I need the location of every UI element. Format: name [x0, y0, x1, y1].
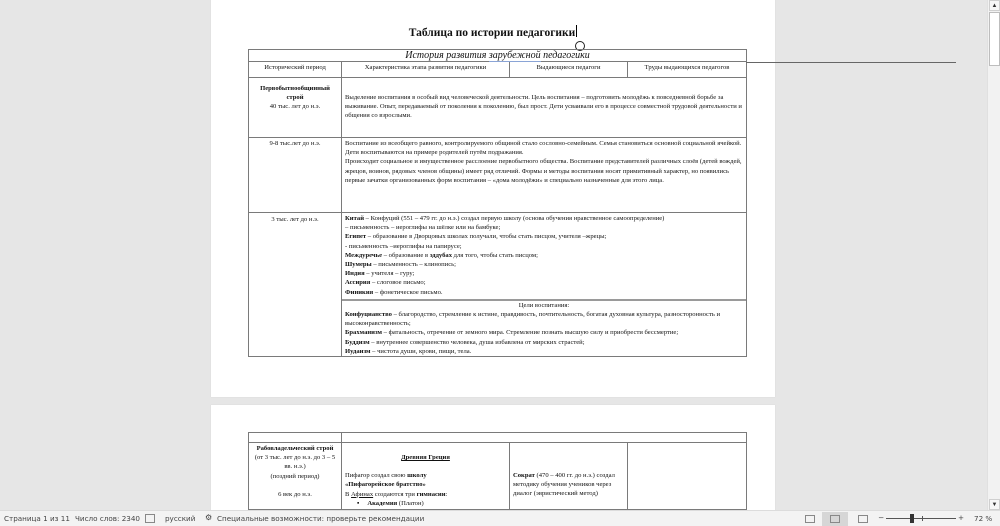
list-item: ▪ Академия (Платон) — [345, 499, 506, 508]
page-1 — [211, 0, 775, 397]
read-mode-button[interactable] — [797, 512, 823, 526]
zoom-slider-thumb[interactable] — [910, 514, 914, 523]
civ-line: Египет – образование в Дворцовых школах получали, чтобы стать писцом, учителя –жрецы; — [345, 233, 607, 241]
goals-section — [342, 299, 746, 356]
educators-cell: Сократ (470 – 400 гг. до н.э.) создал методику обучения учеников через диалог (эвристический метод) — [510, 443, 628, 510]
scroll-up-button[interactable]: ▲ — [989, 0, 1000, 11]
zoom-out-button[interactable]: − — [878, 513, 885, 522]
period-cell — [249, 78, 342, 138]
civ-line: Ассирия – слоговое письмо; — [345, 279, 426, 287]
goal-line: Иудаизм – чистота души, крови, пищи, тела. — [345, 347, 472, 355]
period-date: 40 тыс. лет до н.э. — [269, 103, 321, 111]
language-indicator[interactable]: русский — [165, 514, 196, 523]
zoom-in-button[interactable]: + — [958, 513, 965, 522]
history-table-continued[interactable] — [248, 432, 747, 510]
period-date: 9-8 тыс.лет до н.э. — [269, 140, 321, 147]
civ-line: Шумеры – письменность – клинопись; — [345, 261, 456, 269]
region-heading: Древняя Греция — [401, 454, 450, 461]
characteristic-cell — [342, 213, 747, 357]
zoom-slider-midpoint — [922, 516, 923, 521]
header-educators: Выдающиеся педагоги — [510, 62, 628, 78]
proofing-icon[interactable] — [145, 514, 155, 523]
text-cursor — [576, 25, 577, 37]
paragraph: Воспитание из всеобщего равного, контролируемого общиной стало сословно-семейным. Семья становиться основной социальной ячейкой. Дети воспитываются на примере родителей путём подражания. — [345, 140, 742, 157]
table-banner: История развития зарубежной педагогики — [249, 50, 747, 62]
goal-line: Брахманизм – фатальность, отречение от земного мира. Стремление познать высшую силу и приобрести бессмертие; — [345, 329, 679, 337]
header-row — [249, 62, 747, 78]
goals-title: Цели воспитания: — [518, 301, 570, 309]
civ-line: – письменность – иероглифы на шёлке или на бамбуке; — [345, 224, 501, 232]
paragraph: Происходит социальное и имущественное расслоение первобытного общества. Воспитание представителей различных слоёв (детей вождей, жрецов, воинов, рядовых членов общины) имеет ряд отличий. Формы и методы воспитания носят примитивный характер, но появились первые зачатки организованных форм воспитания – «дома молодёжи» и специально назначенные для этого лица. — [345, 158, 742, 184]
web-layout-icon — [858, 515, 868, 523]
zoom-level[interactable]: 72 % — [974, 514, 993, 523]
civ-line: Междуречье – образование в эддубах для того, чтобы стать писцом; — [345, 251, 538, 259]
goal-line: Буддизм – внутреннее совершенство человека, душа избавлена от мирских страстей; — [345, 338, 585, 346]
page-count[interactable]: Страница 1 из 11 — [4, 514, 70, 523]
civ-line: Китай – Конфуций (551 – 479 гг. до н.э.) создал первую школу (основа обучения нравственное самоопределение) — [345, 215, 665, 222]
civ-line: Индия – учителя – гуру; — [345, 270, 415, 278]
print-layout-button[interactable] — [822, 512, 848, 526]
accessibility-icon: ⚙ — [205, 513, 213, 522]
vertical-scrollbar[interactable] — [987, 0, 1000, 510]
works-cell — [628, 443, 747, 510]
period-date: 3 тыс. лет до н.э. — [271, 216, 319, 223]
read-mode-icon — [805, 515, 815, 523]
period-cell: Рабовладельческий строй (от 3 тыс. лет до н.э. до 3 – 5 вв. н.э.) (поздний период) 6 век до н.э. — [249, 443, 342, 510]
table-row — [249, 213, 747, 357]
history-table[interactable] — [248, 49, 747, 357]
document-title[interactable]: Таблица по истории педагогики — [408, 27, 576, 39]
table-row — [249, 78, 747, 138]
characteristic-cell: Древняя Греция Пифагор создал свою школу «Пифагорейское братство» В Афинах создаются три гимнасии: ▪ Академия (Платон) — [342, 443, 510, 510]
header-period: Исторический период — [249, 62, 342, 78]
word-count[interactable]: Число слов: 2340 — [75, 514, 141, 523]
period-cell — [249, 138, 342, 213]
scroll-thumb[interactable] — [989, 12, 1000, 66]
print-layout-icon — [830, 515, 840, 523]
status-bar — [0, 510, 1000, 526]
characteristic-cell: Выделение воспитания в особый вид человеческой деятельности. Цель воспитания – подготовить молодёжь к повседневной борьбе за выживание. Опыт, передаваемый от поколения к поколению, был прост. Дети усваивали его в процессе совместной трудовой деятельности и общения со взрослыми. — [342, 78, 747, 138]
scroll-down-button[interactable]: ▼ — [989, 499, 1000, 510]
page-2 — [211, 405, 775, 510]
web-layout-button[interactable] — [850, 512, 876, 526]
goal-line: Конфуцианство – благородство, стремление к истине, правдивость, почтительность, богатая духовная культура, разносторонность и высоконравственность; — [345, 311, 721, 328]
accessibility-status[interactable]: Специальные возможности: проверьте рекомендации — [217, 514, 425, 523]
period-cell — [249, 213, 342, 357]
characteristic-cell — [342, 138, 747, 213]
header-characteristic: Характеристика этапа развития педагогики — [342, 62, 510, 78]
zoom-slider[interactable] — [886, 518, 956, 519]
table-row — [249, 443, 747, 510]
header-works: Труды выдающихся педагогов — [628, 62, 747, 78]
civ-line: Финикия – фонетическое письмо. — [345, 288, 443, 296]
table-row — [249, 138, 747, 213]
civ-line: - письменность –иероглифы на папирусе; — [345, 242, 462, 250]
table-ruler-line — [746, 62, 956, 63]
period-title: Первобытнообщинный строй — [260, 85, 330, 102]
